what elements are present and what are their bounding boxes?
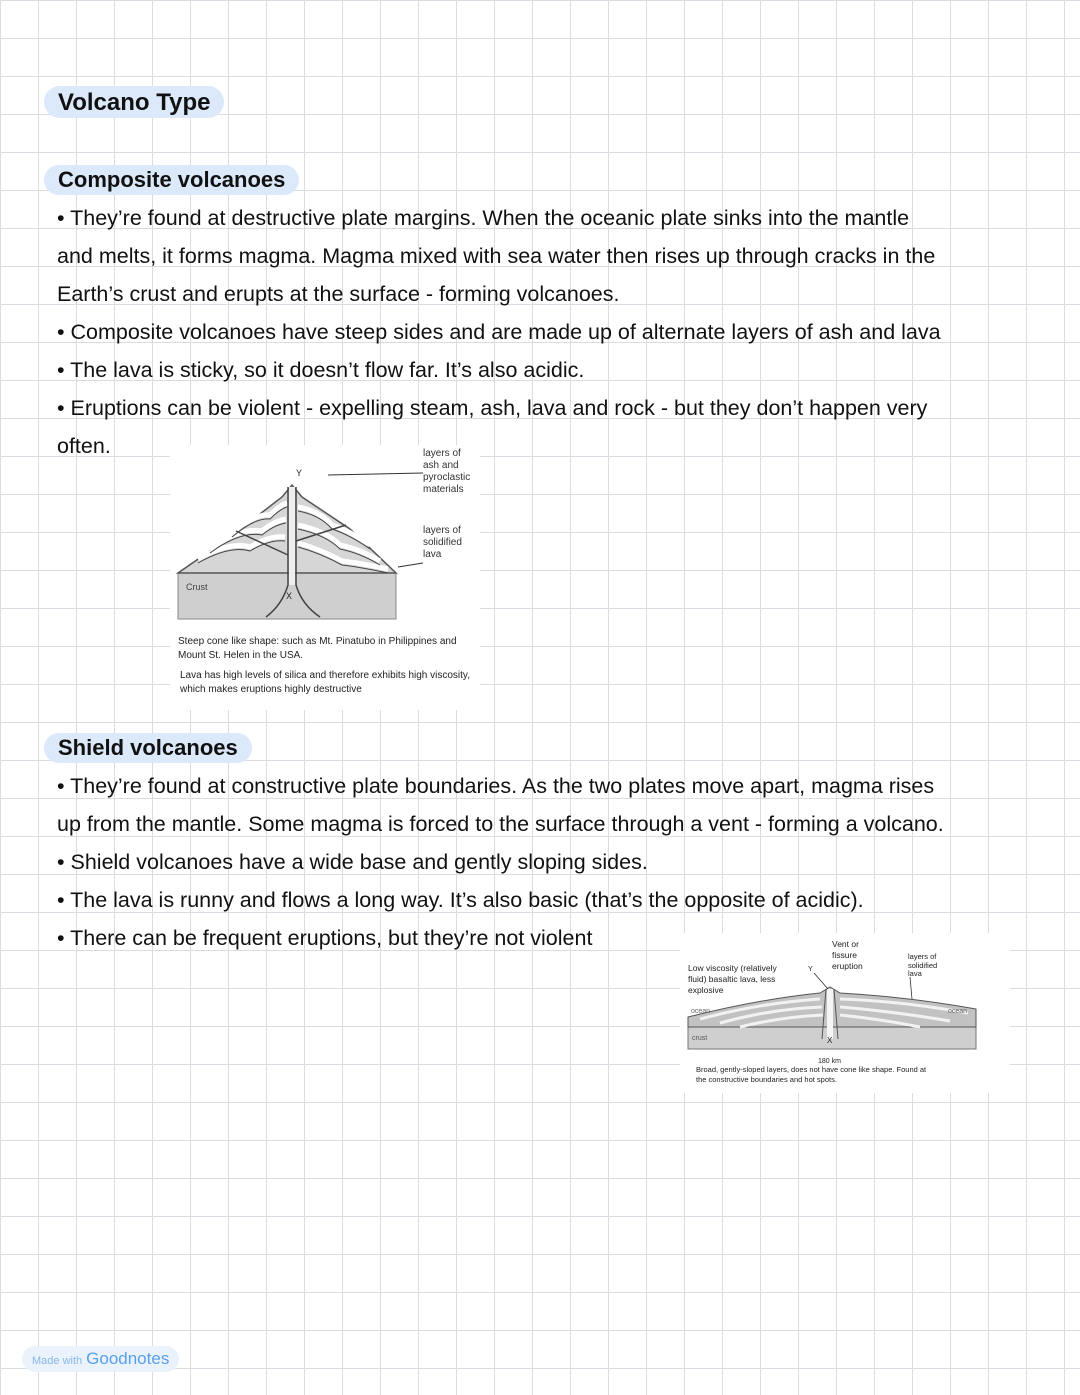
composite-x-label: X <box>286 591 293 601</box>
composite-line: often. <box>57 434 111 458</box>
composite-y-label: Y <box>296 468 303 478</box>
composite-text <box>57 199 1042 465</box>
shield-layers-label: layers of solidified lava <box>908 952 938 978</box>
shield-line: • Shield volcanoes have a wide base and gently sloping sides. <box>57 850 648 874</box>
shield-text <box>57 767 1042 957</box>
composite-line: Earth’s crust and erupts at the surface - forming volcanoes. <box>57 282 620 306</box>
composite-line: • Composite volcanoes have steep sides and are made up of alternate layers of ash and lava <box>57 320 941 344</box>
composite-line: • They’re found at destructive plate margins. When the oceanic plate sinks into the mantle <box>57 206 910 230</box>
shield-viscosity-label: Low viscosity (relatively fluid) basaltic lava, less explosive <box>688 963 777 995</box>
composite-line: and melts, it forms magma. Magma mixed with sea water then rises up through cracks in the <box>57 244 936 268</box>
page-title: Volcano Type <box>44 86 224 118</box>
shield-scale-label: 180 km <box>818 1058 841 1065</box>
ash-layers-label: layers of ash and pyroclastic materials <box>423 448 471 495</box>
shield-line: • They’re found at constructive plate boundaries. As the two plates move apart, magma rises <box>57 774 935 798</box>
shield-ocean-right-label: ocean <box>948 1008 968 1015</box>
shield-caption: Broad, gently-sloped layers, does not have cone like shape. Found at the constructive boundaries and hot spots. <box>696 1065 927 1084</box>
composite-heading: Composite volcanoes <box>44 165 299 195</box>
composite-line: • Eruptions can be violent - expelling steam, ash, lava and rock - but they don’t happen very <box>57 396 928 420</box>
composite-line: • The lava is sticky, so it doesn’t flow far. It’s also acidic. <box>57 358 585 382</box>
shield-crust-label: crust <box>692 1035 708 1042</box>
lava-layers-label: layers of solidified lava <box>423 525 462 560</box>
made-with-label: Made with <box>32 1355 83 1367</box>
shield-heading: Shield volcanoes <box>44 733 252 763</box>
goodnotes-brand: Goodnotes <box>86 1349 170 1368</box>
shield-line: up from the mantle. Some magma is forced to the surface through a vent - forming a volcano. <box>57 812 944 836</box>
shield-ocean-left-label: ocean <box>691 1008 711 1015</box>
composite-volcano-figure <box>170 445 480 710</box>
composite-caption-shape: Steep cone like shape: such as Mt. Pinatubo in Philippines and Mount St. Helen in the USA. <box>178 636 457 661</box>
shield-volcano-figure <box>680 933 1010 1093</box>
shield-vent-label: Vent or fissure eruption <box>832 939 863 971</box>
composite-crust-label: Crust <box>186 582 208 592</box>
made-with-badge[interactable] <box>22 1346 179 1372</box>
composite-caption-viscosity: Lava has high levels of silica and therefore exhibits high viscosity, which makes eruptions highly destructive <box>180 670 470 695</box>
shield-line: • There can be frequent eruptions, but they’re not violent <box>57 926 593 950</box>
shield-x-label: X <box>827 1036 833 1045</box>
shield-y-label: Y <box>808 966 813 973</box>
shield-line: • The lava is runny and flows a long way. It’s also basic (that’s the opposite of acidic). <box>57 888 864 912</box>
